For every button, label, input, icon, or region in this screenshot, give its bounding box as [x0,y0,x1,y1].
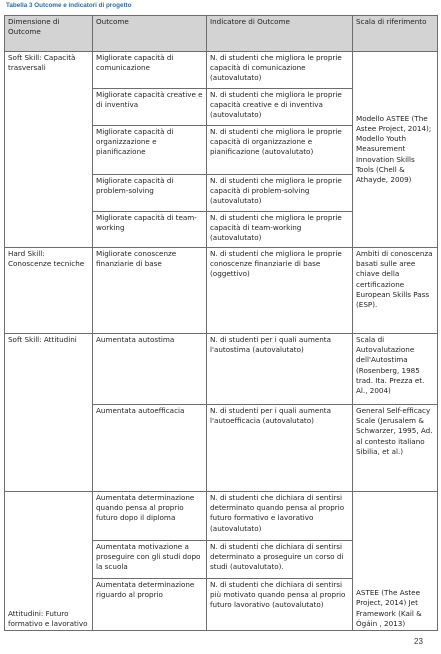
indicator-cell: N. di studenti che migliora le proprie conoscenze finanziarie di base (oggettivo) [207,248,353,334]
scale-cell: Modello ASTEE (The Astee Project, 2014); Modello Youth Measurement Innovation Skills Tools (Chell & Athayde, 2009) [353,52,438,248]
scale-cell: ASTEE (The Astee Project, 2014) Jet Framework (Kail & Ógáin , 2013) [353,492,438,631]
header-dimensione: Dimensione di Outcome [5,16,93,52]
header-outcome: Outcome [93,16,207,52]
indicator-cell: N. di studenti che dichiara di sentirsi determinato quando pensa al proprio futuro formativo e lavorativo (autovalutato) [207,492,353,541]
indicator-cell: N. di studenti che migliora le proprie capacità di organizzazione e pianificazione (autovalutato) [207,126,353,175]
outcome-cell: Aumentata motivazione a proseguire con gli studi dopo la scuola [93,541,207,579]
header-scala: Scala di riferimento [353,16,438,52]
header-indicatore: Indicatore di Outcome [207,16,353,52]
table-row [5,492,438,541]
indicator-cell: N. di studenti che migliora le proprie capacità di team-working (autovalutato) [207,212,353,248]
outcome-cell: Migliorate capacità di organizzazione e pianificazione [93,126,207,175]
table-header-row [5,16,438,52]
page-number: 23 [414,637,423,646]
outcome-table [4,15,438,631]
outcome-cell: Migliorate capacità di problem-solving [93,175,207,212]
outcome-cell: Aumentata determinazione quando pensa al proprio futuro dopo il diploma [93,492,207,541]
indicator-cell: N. di studenti che migliora le proprie capacità di problem-solving (autovalutato) [207,175,353,212]
outcome-cell: Migliorate capacità di team-working [93,212,207,248]
scale-cell: Ambiti di conoscenza basati sulle aree chiave della certificazione European Skills Pass (ESP). [353,248,438,334]
indicator-cell: N. di studenti per i quali aumenta l'autostima (autovalutato) [207,334,353,405]
indicator-cell: N. di studenti che migliora le proprie capacità creative e di inventiva (autovalutato) [207,89,353,126]
table-row [5,248,438,334]
indicator-cell: N. di studenti che dichiara di sentirsi determinato a proseguire un corso di studi (autovalutato). [207,541,353,579]
indicator-cell: N. di studenti per i quali aumenta l'autoefficacia (autovalutato) [207,405,353,492]
outcome-cell: Aumentata determinazione riguardo al proprio [93,579,207,631]
table-row [5,52,438,89]
scale-cell: General Self-efficacy Scale (Jerusalem & Schwarzer, 1995, Ad. al contesto italiano Sibilia, et al.) [353,405,438,492]
outcome-cell: Migliorate capacità di comunicazione [93,52,207,89]
outcome-cell: Migliorate capacità creative e di inventiva [93,89,207,126]
indicator-cell: N. di studenti che migliora le proprie capacità di comunicazione (autovalutato) [207,52,353,89]
outcome-cell: Aumentata autoefficacia [93,405,207,492]
outcome-cell: Migliorate conoscenze finanziarie di base [93,248,207,334]
indicator-cell: N. di studenti che dichiara di sentirsi più motivato quando pensa al proprio futuro lavorativo (autovalutato) [207,579,353,631]
table-caption: Tabella 3 Outcome e indicatori di progetto [6,2,132,9]
dimension-cell: Hard Skill: Conoscenze tecniche [5,248,93,334]
dimension-cell: Attitudini: Futuro formativo e lavorativo [5,492,93,631]
table-row [5,334,438,405]
scale-cell: Scala di Autovalutazione dell'Autostima (Rosenberg, 1985 trad. Ita. Prezza et. Al., 2004) [353,334,438,405]
dimension-cell: Soft Skill: Capacità trasversali [5,52,93,248]
dimension-cell: Soft Skill: Attitudini [5,334,93,492]
outcome-cell: Aumentata autostima [93,334,207,405]
